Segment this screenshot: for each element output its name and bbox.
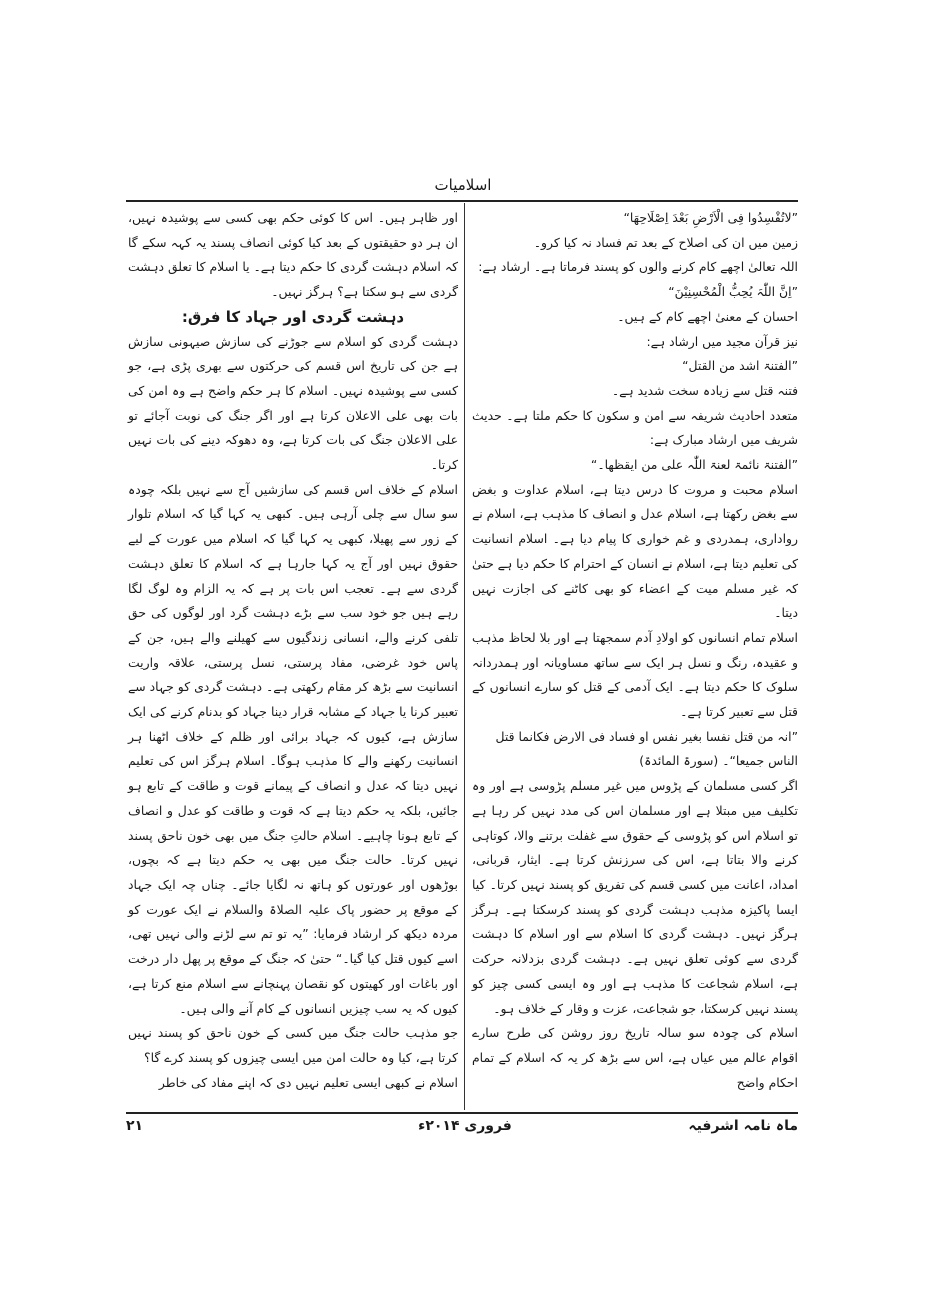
page-number: ۲۱ — [126, 1118, 144, 1134]
right-column — [472, 206, 798, 1095]
paragraph: احسان کے معنیٰ اچھے کام کے ہیں۔ — [617, 308, 798, 324]
paragraph: اگر کسی مسلمان کے پڑوس میں غیر مسلم پڑوسی ہے اور وہ تکلیف میں مبتلا ہے اور مسلمان اس کی مدد نہیں کر رہا ہے تو اسلام اس کو پڑوسی کے حقوق سے غفلت برتنے والا، کوتاہی کرنے والا بتاتا ہے، اس کی سرزنش کرتا ہے۔ ایثار، قربانی، امداد، اعانت میں کسی قسم کی تفریق کو پسند نہیں کرتا۔ کیا ایسا پاکیزہ مذہب دہشت گردی کو پسند کرسکتا ہے۔ ہرگز ہرگز نہیں۔ دہشت گردی کا اسلام سے اور اسلام کا دہشت گردی سے کوئی تعلق نہیں ہے۔ دہشت گردی بزدلانہ حرکت ہے، اسلام شجاعت کا مذہب ہے اور وہ ایسی کسی چیز کو پسند نہیں کرسکتا، جو شجاعت، عزت و وقار کے خلاف ہو۔ — [472, 778, 798, 1016]
paragraph: دہشت گردی کو اسلام سے جوڑنے کی سازش صیہونی سازش ہے جن کی تاریخ اس قسم کی حرکتوں سے بھری پڑی ہے، جو کسی سے پوشیدہ نہیں۔ اسلام کا ہر حکم واضح ہے وہ امن کی بات بھی علی الاعلان کرتا ہے اور اگر جنگ کی نوبت آجائے تو علی الاعلان جنگ کی بات کرتا ہے، وہ دھوکہ دینے کی بات نہیں کرتا۔ — [128, 333, 458, 473]
paragraph: اسلام کے خلاف اس قسم کی سازشیں آج سے نہیں بلکہ چودہ سو سال سے چلی آرہی ہیں۔ کبھی یہ کہا گیا کہ اسلام تلوار کے زور سے پھیلا، کبھی یہ کہا گیا کہ اسلام میں عورت کے لیے حقوق نہیں اور آج یہ کہا جارہا ہے کہ اسلام کا تعلق دہشت گردی سے ہے۔ تعجب اس بات پر ہے کہ یہ الزام وہ لوگ لگا رہے ہیں جو خود سب سے بڑے دہشت گرد اور لوگوں کی حق تلفی کرنے والے، انسانی زندگیوں سے کھیلنے والے ہیں، جن کے پاس خود غرضی، مفاد پرستی، نسل پرستی، علاقہ واریت انسانیت سے بڑھ کر مقام رکھتی ہے۔ دہشت گردی کو جہاد سے تعبیر کرنا یا جہاد کے مشابہ قرار دینا جہاد کو بدنام کرنے کی ایک سازش ہے، کیوں کہ جہاد برائی اور ظلم کے خلاف اٹھنا ہر انسانیت رکھنے والے کا مذہب ہوگا۔ اسلام ہرگز اس کی تعلیم نہیں دیتا کہ عدل و انصاف کے پیمانے قوت و طاقت کے تابع ہو جائیں، بلکہ یہ حکم دیتا ہے کہ قوت و طاقت کو عدل و انصاف کے تابع ہونا چاہیے۔ اسلام حالتِ جنگ میں بھی خون ناحق پسند نہیں کرتا۔ حالت جنگ میں بھی یہ حکم دیتا ہے کہ بچوں، بوڑھوں اور عورتوں کو ہاتھ نہ لگایا جائے۔ چناں چہ ایک جہاد کے موقع پر حضور پاک علیہ الصلاۃ والسلام نے ایک عورت کو مردہ دیکھ کر ارشاد فرمایا: ”یہ تو تم سے لڑنے والی نہیں تھی، اسے کیوں قتل کیا گیا۔“ حتیٰ کہ جنگ کے موقع پر پھل دار درخت اور باغات اور کھیتوں کو نقصان پہنچانے سے اسلام منع کرتا ہے، کیوں کہ یہ سب چیزیں انسانوں کے کام آنے والی ہیں۔ — [128, 481, 458, 1016]
header-rule — [126, 200, 798, 202]
paragraph: اسلام کی چودہ سو سالہ تاریخ روز روشن کی طرح سارے اقوام عالم میں عیاں ہے، اس سے بڑھ کر یہ کہ اسلام کے تمام احکام واضح — [472, 1025, 798, 1090]
paragraph: نیز قرآن مجید میں ارشاد ہے: — [646, 333, 798, 349]
paragraph: متعدد احادیث شریفہ سے امن و سکون کا حکم ملتا ہے۔ حدیث شریف میں ارشاد مبارک ہے: — [472, 407, 798, 448]
paragraph: اسلام محبت و مروت کا درس دیتا ہے، اسلام عداوت و بغض سے بغض رکھتا ہے، اسلام عدل و انصاف کا مذہب ہے، اسلام نے رواداری، ہمدردی و غم خواری کا پیام دیا ہے۔ اسلام انسانیت کی تعلیم دیتا ہے، اسلام نے انسان کے احترام کا حکم دیا ہے حتیٰ کہ غیر مسلم میت کے اعضاء کو بھی کاٹنے کی اجازت نہیں دیتا۔ — [472, 481, 798, 621]
paragraph: اسلام نے کبھی ایسی تعلیم نہیں دی کہ اپنے مفاد کی خاطر — [158, 1074, 458, 1090]
paragraph: زمین میں ان کی اصلاح کے بعد تم فساد نہ کیا کرو۔ — [533, 234, 798, 250]
quotation: ”لاتُفْسِدُوا فِی الْاَرْضِ بَعْدَ اِصْلَاحِھَا“ — [623, 210, 798, 225]
paragraph: جو مذہب حالت جنگ میں کسی کے خون ناحق کو پسند نہیں کرتا ہے، کیا وہ حالت امن میں ایسی چیزوں کو پسند کرے گا؟ — [128, 1025, 458, 1065]
column-divider — [464, 203, 465, 1110]
paragraph: اللہ تعالیٰ اچھے کام کرنے والوں کو پسند فرماتا ہے۔ ارشاد ہے: — [478, 259, 798, 275]
magazine-name: ماہ نامہ اشرفیہ — [688, 1118, 798, 1134]
paragraph: فتنہ قتل سے زیادہ سخت شدید ہے۔ — [611, 382, 798, 398]
quotation: ”الفتنۃ نائمۃ لعنۃ اللّٰہ علی من ایقظھا۔“ — [590, 457, 798, 473]
left-column — [128, 206, 458, 1095]
paragraph: اسلام تمام انسانوں کو اولادِ آدم سمجھتا ہے اور بلا لحاظ مذہب و عقیدہ، رنگ و نسل ہر ایک سے ساتھ مساویانہ اور ہمدردانہ سلوک کا حکم دیتا ہے۔ ایک آدمی کے قتل کو سارے انسانوں کے قتل سے تعبیر کرتا ہے۔ — [472, 629, 798, 720]
section-title: اسلامیات — [434, 176, 492, 194]
issue-date: فروری ۲۰۱۴ء — [418, 1118, 512, 1134]
section-heading: دہشت گردی اور جہاد کا فرق: — [181, 307, 405, 326]
quotation: ”الفتنۃ اشد من القتل“ — [682, 358, 798, 374]
quotation: ”انہ من قتل نفسا بغیر نفس او فساد فی الارض فکانما قتل الناس جمیعا“۔ (سورۃ المائدۃ) — [495, 728, 798, 769]
quotation: ”اِنَّ اللّٰہَ یُحِبُّ الْمُحْسِنِیْنَ“ — [668, 284, 798, 300]
footer-rule — [126, 1112, 798, 1114]
paragraph: اور ظاہر ہیں۔ اس کا کوئی حکم بھی کسی سے پوشیدہ نہیں، ان ہر دو حقیقتوں کے بعد کیا کوئی انصاف پسند یہ کہہ سکے گا کہ اسلام دہشت گردی کا حکم دیتا ہے۔ یا اسلام کا تعلق دہشت گردی سے ہو سکتا ہے؟ ہرگز نہیں۔ — [128, 210, 458, 300]
